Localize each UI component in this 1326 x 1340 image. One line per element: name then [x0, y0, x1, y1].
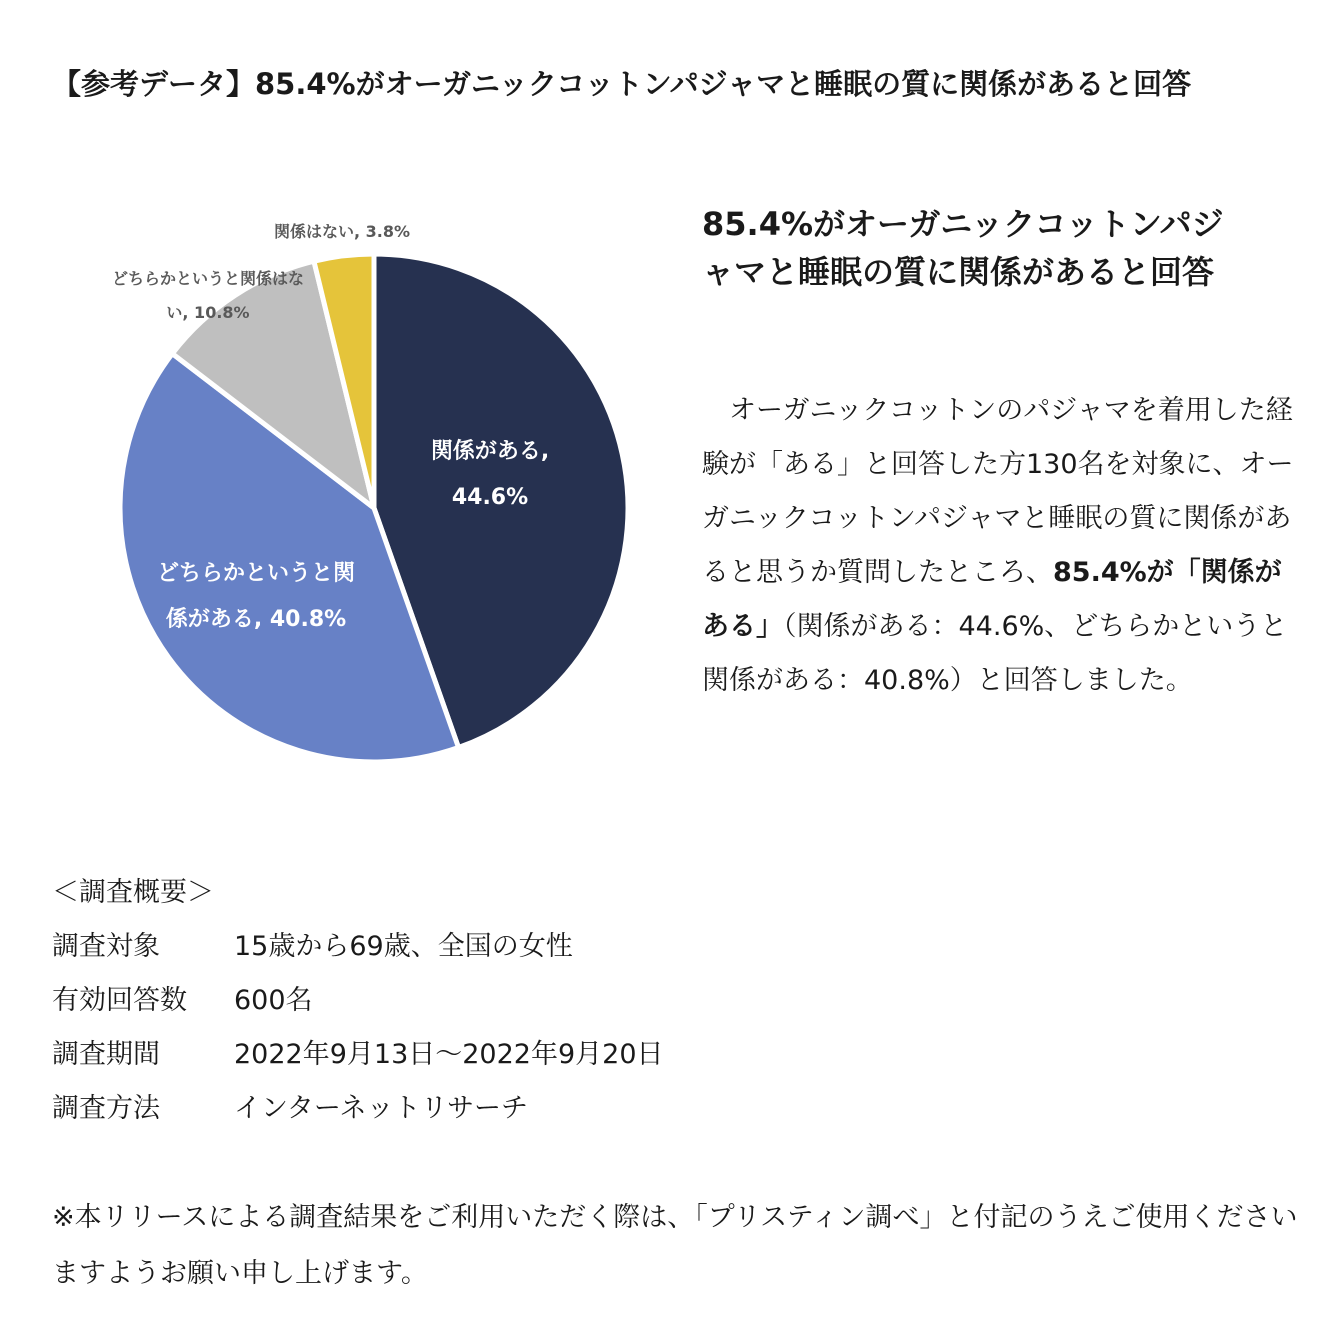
- overview-row: [52, 1028, 664, 1082]
- overview-value: 600名: [234, 985, 313, 1016]
- pie-chart-svg: [40, 190, 680, 790]
- pie-chart: [40, 190, 680, 790]
- survey-overview: [52, 866, 664, 1136]
- slice-somewhat-related-label: どちらかというと関係がある, 40.8%: [156, 561, 356, 632]
- overview-row: [52, 920, 664, 974]
- summary-heading-line1: 85.4%がオーガニックコットンパジ: [702, 205, 1224, 243]
- overview-key: 有効回答数: [52, 985, 187, 1016]
- summary-section: [702, 200, 1302, 708]
- slice-unrelated-label: 関係はない, 3.8%: [273, 222, 411, 241]
- summary-body-text: オーガニックコットンのパジャマを着用した経験が「ある」と回答した方130名を対象に、オーガニックコットンパジャマと睡眠の質に関係があると思うか質問したところ、: [702, 395, 1294, 588]
- overview-row: [52, 974, 664, 1028]
- overview-key: 調査対象: [52, 931, 160, 962]
- summary-heading: [702, 200, 1292, 296]
- page-title: 【参考データ】85.4%がオーガニックコットンパジャマと睡眠の質に関係があると回答: [52, 67, 1192, 101]
- summary-body: [702, 384, 1302, 708]
- overview-value: 2022年9月13日〜2022年9月20日: [234, 1039, 664, 1070]
- summary-highlight: 85.4%が「関係がある」: [702, 557, 1282, 642]
- overview-key: 調査期間: [52, 1039, 160, 1070]
- summary-heading-line2: ャマと睡眠の質に関係があると回答: [702, 253, 1215, 291]
- overview-value: インターネットリサーチ: [234, 1093, 529, 1124]
- overview-heading: ＜調査概要＞: [52, 877, 214, 908]
- footnote: ※本リリースによる調査結果をご利用いただく際は、「プリスティン調べ」と付記のうえご使用くださいますようお願い申し上げます。: [52, 1202, 1298, 1289]
- slice-somewhat-unrelated-label: どちらかというと関係はない, 10.8%: [111, 269, 305, 322]
- overview-value: 15歳から69歳、全国の女性: [234, 931, 573, 962]
- overview-key: 調査方法: [52, 1093, 160, 1124]
- overview-row: [52, 1082, 664, 1136]
- slice-related-label: 関係がある, 44.6%: [430, 439, 550, 510]
- summary-body-text-end: （関係がある：44.6%、どちらかというと関係がある：40.8%）と回答しました。: [702, 611, 1288, 696]
